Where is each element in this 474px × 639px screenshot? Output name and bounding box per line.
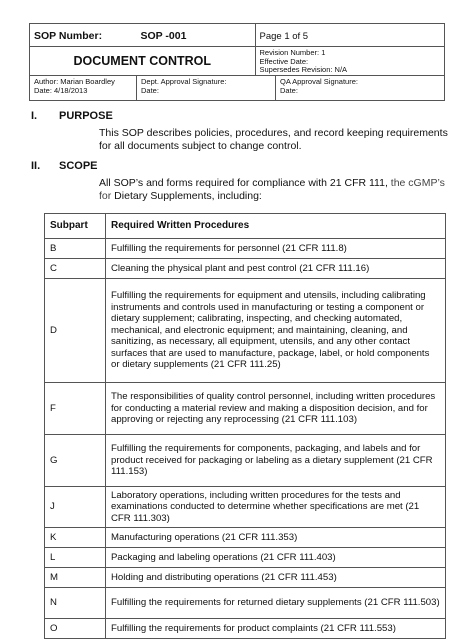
page-indicator: Page 1 of 5 — [255, 24, 445, 47]
sop-number-label: SOP Number: — [30, 24, 137, 47]
procedure-cell: Manufacturing operations (21 CFR 111.353) — [106, 528, 446, 548]
sop-header-table — [29, 23, 445, 101]
scope-text: All SOP’s and forms required for compliance with 21 CFR 111, the cGMP’s for Dietary Supplements, including: — [99, 177, 445, 202]
dept-approval-date: Date: — [141, 85, 159, 95]
procedure-cell: Laboratory operations, including written procedures for the tests and examinations conducted to determine whether specifications are met (21 CFR 111.303) — [106, 487, 446, 528]
supersedes-revision: Supersedes Revision: N/A — [259, 65, 348, 74]
effective-date: Effective Date: — [259, 56, 309, 66]
scope-number: II. — [31, 160, 41, 172]
subpart-cell: N — [45, 588, 106, 619]
procedure-cell: Cleaning the physical plant and pest control (21 CFR 111.16) — [106, 259, 446, 279]
dept-approval-cell — [137, 76, 276, 101]
purpose-number: I. — [31, 110, 38, 122]
subpart-cell: K — [45, 528, 106, 548]
subpart-cell: G — [45, 435, 106, 487]
table-row — [45, 259, 446, 279]
table-row — [45, 383, 446, 435]
table-row — [45, 487, 446, 528]
procedure-cell: Fulfilling the requirements for product complaints (21 CFR 111.553) — [106, 619, 446, 639]
qa-approval-date: Date: — [280, 85, 298, 95]
subpart-cell: O — [45, 619, 106, 639]
table-row — [45, 588, 446, 619]
table-row — [45, 239, 446, 259]
author-date: Date: 4/18/2013 — [34, 85, 88, 95]
procedures-table — [44, 213, 446, 639]
procedures-header: Required Written Procedures — [106, 214, 446, 239]
purpose-title: PURPOSE — [59, 110, 113, 122]
procedure-cell: Fulfilling the requirements for equipment and utensils, including calibrating instruments and controls used in manufacturing or testing a component or dietary supplement; calibrating, inspecting, and checking automated, mechanical, and electronic equipment; and maintaining, cleaning, and sanitizing, as necessary, all equipment, utensils, and any other contact surfaces that are used to manufacture, package, label, or hold components or dietary supplements (21 CFR 111.25) — [106, 279, 446, 383]
procedure-cell: Fulfilling the requirements for returned dietary supplements (21 CFR 111.503) — [106, 588, 446, 619]
revision-info — [255, 47, 445, 76]
subpart-cell: M — [45, 568, 106, 588]
procedure-cell: Fulfilling the requirements for components, packaging, and labels and for product received for packaging or labeling as a dietary supplement (21 CFR 111.153) — [106, 435, 446, 487]
procedure-cell: Fulfilling the requirements for personnel (21 CFR 111.8) — [106, 239, 446, 259]
subpart-cell: D — [45, 279, 106, 383]
qa-approval-cell — [276, 76, 445, 101]
purpose-text: This SOP describes policies, procedures, and record keeping requirements for all documents subject to change control. — [99, 127, 448, 152]
dept-approval-signature: Dept. Approval Signature: — [141, 77, 227, 86]
table-row — [45, 279, 446, 383]
document-title: DOCUMENT CONTROL — [30, 47, 256, 76]
subpart-cell: F — [45, 383, 106, 435]
subpart-cell: J — [45, 487, 106, 528]
subpart-cell: L — [45, 548, 106, 568]
author: Author: Marian Boardley — [34, 77, 115, 86]
subpart-header: Subpart — [45, 214, 106, 239]
author-cell — [30, 76, 137, 101]
subpart-cell: C — [45, 259, 106, 279]
table-row — [45, 528, 446, 548]
subpart-cell: B — [45, 239, 106, 259]
procedure-cell: The responsibilities of quality control personnel, including written procedures for conducting a material review and making a disposition decision, and for approving or rejecting any reprocessing (21 CFR 111.103) — [106, 383, 446, 435]
scope-title: SCOPE — [59, 160, 98, 172]
table-header-row — [45, 214, 446, 239]
table-row — [45, 619, 446, 639]
qa-approval-signature: QA Approval Signature: — [280, 77, 358, 86]
revision-number: Revision Number: 1 — [259, 48, 326, 57]
procedure-cell: Holding and distributing operations (21 CFR 111.453) — [106, 568, 446, 588]
procedure-cell: Packaging and labeling operations (21 CFR 111.403) — [106, 548, 446, 568]
table-row — [45, 568, 446, 588]
table-row — [45, 548, 446, 568]
sop-number-value: SOP -001 — [137, 24, 256, 47]
table-row — [45, 435, 446, 487]
